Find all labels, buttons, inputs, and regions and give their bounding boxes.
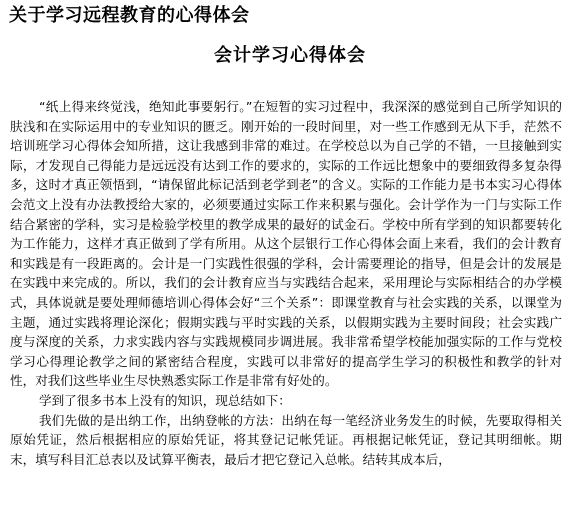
paragraph: “纸上得来终觉浅，绝知此事要躬行。”在短暂的实习过程中，我深深的感觉到自己所学知识的肤浅和在实际运用中的专业知识的匮乏。刚开始的一段时间里，对一些工作感到无从下手，茫然不培训班学习心得体会知所措，这让我感到非常的难过。在学校总以为自己学的不错，一旦接触到实际，才发现自己得能力是远远没有达到工作的要求的，实际的工作远比想象中的要细致得多复杂得多，这时才真正领悟到，“请保留此标记活到老学到老”的含义。实际的工作能力是书本实习心得体会范文上没有办法教授给大家的，必须要通过实际工作来积累与强化。会计学作为一门与实际工作结合紧密的学科，实习是检验学校里的教学成果的最好的试金石。学校中所有学到的知识都要转化为工作能力，这样才真正做到了学有所用。从这个层银行工作心得体会面上来看，我们的会计教育和实践是有一段距离的。会计是一门实践性很强的学科，会计需要理论的指导，但是会计的发展是在实践中来完成的。所以，我们的会计教育应当与实践结合起来，采用理论与实际相结合的办学模式，具体说就是要处理师德培训心得体会好“三个关系”：即课堂教育与社会实践的关系，以课堂为主题，通过实践将理论深化；假期实践与平时实践的关系，以假期实践为主要时间段；社会实践广度与深度的关系，力求实践内容与实践规模同步调进展。我非常希望学校能加强实际的工作与党校学习心得理论教学之间的紧密结合程度，实践可以非常好的提高学生学习的积极性和教学的针对性，对我们这些毕业生尽快熟悉实际工作是非常有好处的。 [10, 99, 562, 389]
document-subtitle: 会计学习心得体会 [214, 45, 366, 66]
paragraph: 我们先做的是出纳工作，出纳登帐的方法：出纳在每一笔经济业务发生的时候，先要取得相关原始凭证，然后根据相应的原始凭证，将其登记记帐凭证。再根据记帐凭证，登记其明细帐。期末，填写科目汇总表以及试算平衡表，最后才把它登记入总帐。结转其成本后， [10, 412, 562, 467]
paragraph: 学到了很多书本上没有的知识，现总结如下： [38, 392, 291, 408]
document-title: 关于学习远程教育的心得体会 [9, 5, 250, 26]
document-body [10, 97, 562, 469]
